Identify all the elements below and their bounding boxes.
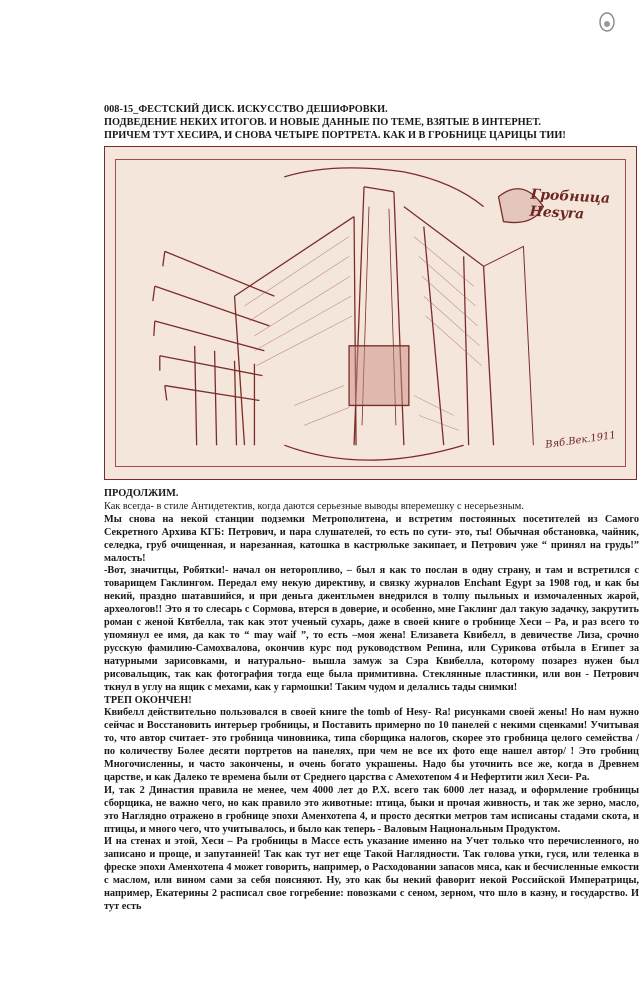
sketch-caption-line-2: Hesyra [529,203,585,223]
title-line-1: 008-15_ФЕСТСКИЙ ДИСК. ИСКУССТВО ДЕШИФРОВКИ. [104,104,388,115]
document-title [104,103,639,142]
paragraph-4: И, так 2 Династия правила не менее, чем 4000 лет до Р.Х. всего так 6000 лет назад, и оформление гробницы сборщика, не важно чего, но как правило это животные: птица, быки и прочая живность, и так же зерно, масло, это Наглядно отражено в гробнице эпохи Аменхотепа 4, и просто десятки метров там исписаны стадами скота, и птицы, и много чего, что учитывалось, и было как теперь - Валовым Национальным Продуктом. [104,784,639,835]
section-heading-continue: ПРОДОЛЖИМ. [104,488,179,499]
paragraph-3: Квибелл действительно пользовался в своей книге the tomb of Hesy- Ra! рисунками своей жены! Но нам нужно сейчас и Восстановить интерьер гробницы, и Поставить примерно по 10 панелей с некими сценками! Учитывая то, что автор считает- это гробница чиновника, типа сборщика налогов, скорее это гробница целого семейства / по количеству Более десяти портретов на панелях, при чем не все их фото еще нашел автор/ ! Это гробниц Многочисленны, и часто закончены, и очень богато украшены. Надо бы уточнить все же, когда в Древнем царстве, и как Далеко те времена были от Среднего царства с Амехотепом 4 и Нефертити жил Хеси- Ра. [104,707,639,783]
sketch-caption [529,187,621,226]
paragraph-5: И на стенах и этой, Хеси – Ра гробницы в Массе есть указание именно на Учет только что перечисленного, но записано и проще, и запутанней! Так как тут нет еще Такой Наглядности. Так голова утки, гуся, или теленка в фреске эпохи Аменхотепа 4 может говорить, например, о Расходовании запасов мяса, как и бесчисленные емкости с маслом, или вином сами за себя поясняют. Ну, это как бы некий фаворит некой Российской Императрицы, например, Екатерины 2 расписал свое гогребение: повозками с сеном, зерном, что шло в казну, и государство. И тут есть [104,836,639,912]
intro-paragraph: Как всегда- в стиле Антидетектив, когда даются серьезные выводы вперемешку с несерьезным. [104,500,524,512]
paragraph-2: -Вот, значитцы, Робятки!- начал он неторопливо, – был я как то послан в одну страну, и там и встретился с товарищем Гаклингом. Передал ему некую директиву, и связку журналов Enchant Egypt за 1908 год, и как бы некий, праздно шатавшийся, и при деньга джентльмен внедрился в толпу пыльных и измочаленных жарой, археологов!! Это я то слесарь с Сормова, втерся в доверие, и особенно, мне Гаклинг дал такую задачку, закрутить роман с женой Квтбелла, так как этот ученый сухарь, даже в своей книге о гробнице Хеси – Ра, и раз всего то упомянул ее имя, да как то “ may waif ”, то есть –моя жена! Елизавета Квибелл, в девичестве Лиза, срочно русскую фамилию-Самохвалова, окончив курс под руководством Репина, или Сурикова отбыла в Египет за натурными зарисовками, и натурально- вышла замуж за Сэра Квибелла, которому позарез нужен был рисовальщик, так как фотография тогда еще была примитивна. Стеклянные пластинки, или вон - Петрович ткнул в углу на ящик с мехами, как у гармошки! Таким чудом и делались тады снимки! [104,565,639,693]
tomb-sketch-figure [104,146,637,480]
paragraph-1: Мы снова на некой станции подземки Метрополитена, и встретим постоянных посетителей из Самого Секретного Архива КГБ: Петрович, и пара слушателей, то есть по сути- это, ты! Обычная обстановка, чайник, селедка, груб очищенная, и нарезанная, катошка в кастрюльке закипает, и Петрович уже “ принял на грудь!” малость! [104,513,639,564]
title-line-2: ПОДВЕДЕНИЕ НЕКИХ ИТОГОВ. И НОВЫЕ ДАННЫЕ ПО ТЕМЕ, ВЗЯТЫЕ В ИНТЕРНЕТ. [104,117,541,128]
title-line-3: ПРИЧЕМ ТУТ ХЕСИРА, И СНОВА ЧЕТЫРЕ ПОРТРЕТА. КАК И В ГРОБНИЦЕ ЦАРИЦЫ ТИИ! [104,130,566,141]
corner-ink-mark [596,8,618,34]
section-heading-end: ТРЕП ОКОНЧЕН! [104,694,192,706]
article-body [104,488,639,914]
sketch-signature: Вяб.Век.1911 [544,430,617,451]
sketch-caption-line-1: Гробница [530,186,611,207]
